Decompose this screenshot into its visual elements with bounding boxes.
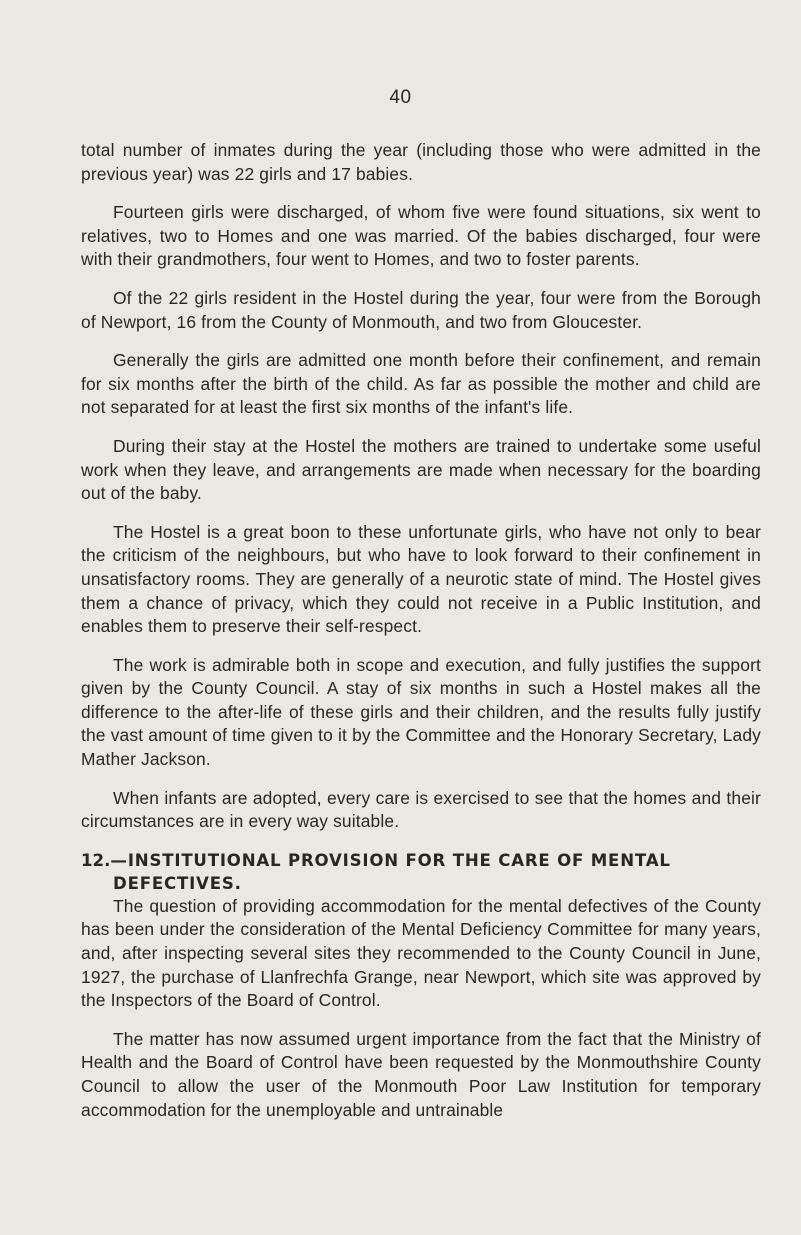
body-text <box>81 139 761 1137</box>
section-number: 12. <box>81 850 111 870</box>
section-title-line1: INSTITUTIONAL PROVISION FOR THE CARE OF MENTAL <box>127 850 671 870</box>
paragraph-accommodation-question: The question of providing accommodation for the mental defectives of the County has been under the consideration of the Mental Deficiency Committee for many years, and, after inspecting several sites they recommended to the County Council in June, 1927, the purchase of Llanfrechfa Grange, near Newport, which site was approved by the Inspectors of the Board of Control. <box>81 895 761 1011</box>
section-dash: — <box>110 850 128 870</box>
paragraph-residents-origin: Of the 22 girls resident in the Hostel during the year, four were from the Borough of Newport, 16 from the County of Monmouth, and two from Gloucester. <box>81 287 761 332</box>
paragraph-inmates-total: total number of inmates during the year (including those who were admitted in the previous year) was 22 girls and 17 babies. <box>81 140 761 184</box>
section-heading <box>81 849 761 895</box>
paragraph-training: During their stay at the Hostel the mothers are trained to undertake some useful work when they leave, and arrangements are made when necessary for the boarding out of the baby. <box>81 435 761 504</box>
page-number: 40 <box>389 87 412 108</box>
section-title-line2: DEFECTIVES. <box>113 873 242 893</box>
paragraph-adoption: When infants are adopted, every care is exercised to see that the homes and their circumstances are in every way suitable. <box>81 787 761 832</box>
paragraph-discharges: Fourteen girls were discharged, of whom five were found situations, six went to relatives, two to Homes and one was married. Of the babies discharged, four were with their grandmothers, four went to Homes, and two to foster parents. <box>81 202 761 270</box>
paragraph-hostel-benefit: The Hostel is a great boon to these unfortunate girls, who have not only to bear the criticism of the neighbours, but who have to look forward to their confinement in unsatisfactory rooms. They are generally of a neurotic state of mind. The Hostel gives them a chance of privacy, which they could not receive in a Public Institution, and enables them to preserve their self-respect. <box>81 521 761 637</box>
paragraph-urgent-importance: The matter has now assumed urgent importance from the fact that the Ministry of Health and the Board of Control have been requested by the Monmouthshire County Council to allow the user of the Monmouth Poor Law Institution for temporary accommodation for the unemployable and untrainable <box>81 1028 761 1120</box>
paragraph-work-admirable: The work is admirable both in scope and execution, and fully justifies the support given by the County Council. A stay of six months in such a Hostel makes all the difference to the after-life of these girls and their children, and the results fully justify the vast amount of time given to it by the Committee and the Honorary Secretary, Lady Mather Jackson. <box>81 654 761 770</box>
paragraph-admission-period: Generally the girls are admitted one month before their confinement, and remain for six months after the birth of the child. As far as possible the mother and child are not separated for at least the first six months of the infant's life. <box>81 350 761 418</box>
